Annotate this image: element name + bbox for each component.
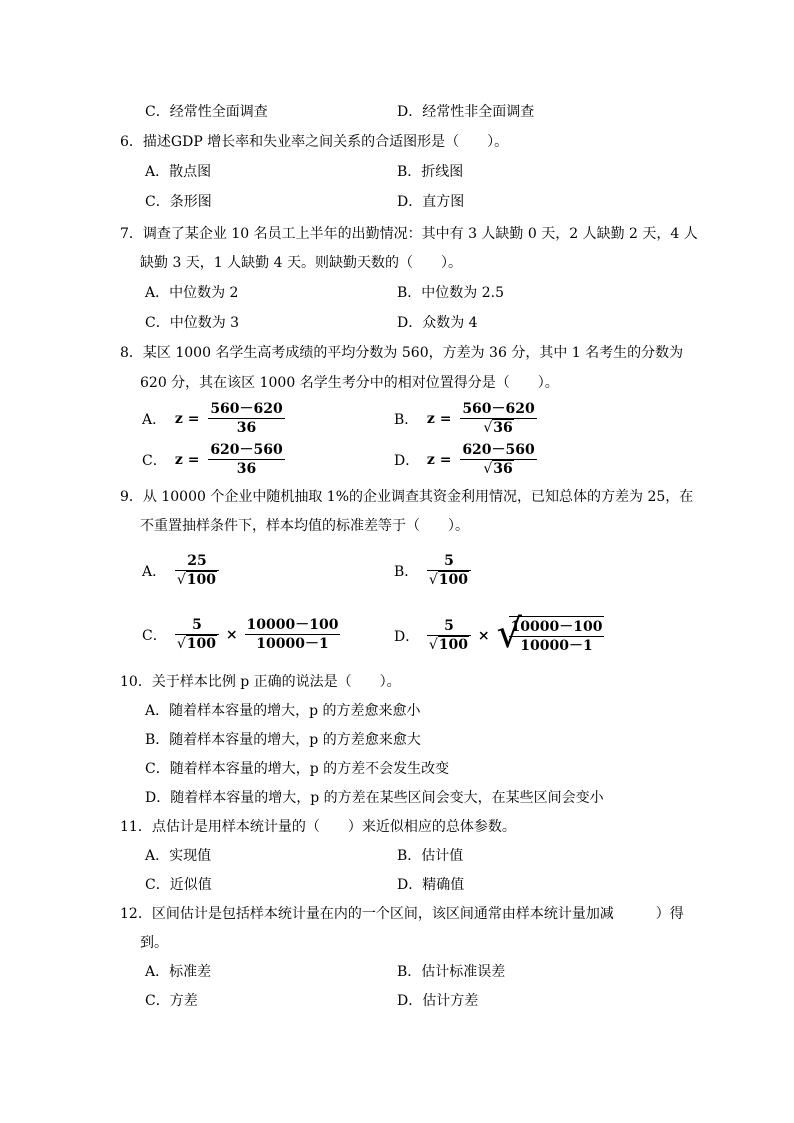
q12-stem-line2: 到。 [140,935,168,951]
q10-stem: 10．关于样本比例 p 正确的说法是（ ）。 [120,674,401,690]
q12-option-b: B．估计标准误差 [397,964,506,980]
fraction: $\frac{5}{√100}$ [427,617,471,654]
q9-option-a: A． $\frac{25}{√100}$ [142,552,219,589]
q9-stem-line2: 不重置抽样条件下，样本均值的标准差等于（ ）。 [140,518,469,534]
q8-option-d: D． z = $\frac{620-560}{√36}$ [394,442,535,477]
radical-sign: √ [496,611,523,657]
radical-sign: √ [428,572,438,588]
radical-sign: √ [428,637,438,653]
fraction: $\frac{620-560}{√36}$ [462,442,535,477]
fraction: $\frac{620-560}{36}$ [210,442,283,477]
q9-option-d: D． $\frac{5}{√100}$ × √ $\frac{10000-100}{10000-1}$ [394,611,603,657]
q11-stem: 11．点估计是用样本统计量的（ ）来近似相应的总体参数。 [120,819,516,835]
radical-sign: √ [176,572,186,588]
q7-stem-line2: 缺勤 3 天，1 人缺勤 4 天。则缺勤天数的（ ）。 [140,255,462,271]
radical-sign: √ [483,420,493,436]
fraction: $\frac{560-620}{√36}$ [462,401,535,436]
q10-option-c: C．随着样本容量的增大，p 的方差不会发生改变 [145,761,450,777]
q8-option-b: B． z = $\frac{560-620}{√36}$ [394,401,535,436]
q10-option-d: D．随着样本容量的增大，p 的方差在某些区间会变大，在某些区间会变小 [145,790,604,806]
times-sign: × [477,627,490,644]
q12-option-d: D．估计方差 [397,993,479,1009]
q9-stem-line1: 9．从 10000 个企业中随机抽取 1%的企业调查其资金利用情况，已知总体的方差为 25，在 [120,489,694,505]
q11-option-d: D．精确值 [397,877,465,893]
fraction: $\frac{5}{√100}$ [427,552,471,589]
q5-option-c: C．经常性全面调查 [145,104,268,120]
q7-option-b: B．中位数为 2.5 [397,285,505,301]
z-symbol: z = [426,410,452,427]
fraction: $\frac{25}{√100}$ [175,552,219,589]
fraction: $\frac{10000-100}{10000-1}$ [246,617,339,652]
q8-stem-line1: 8．某区 1000 名学生高考成绩的平均分数为 560，方差为 36 分，其中 1 名考生的分数为 [120,345,684,361]
radical-sign: √ [483,461,493,477]
q5-option-d: D．经常性非全面调查 [397,104,535,120]
z-symbol: z = [174,410,200,427]
z-symbol: z = [426,451,452,468]
z-symbol: z = [174,451,200,468]
radical-sign: √ [176,636,186,652]
q8-stem-line2: 620 分，其在该区 1000 名学生考分中的相对位置得分是（ ）。 [140,375,559,391]
q6-option-c: C．条形图 [145,194,212,210]
times-sign: × [225,626,238,643]
q8-option-c: C． z = $\frac{620-560}{36}$ [142,442,283,477]
q12-stem-line1: 12．区间估计是包括样本统计量在内的一个区间，该区间通常由样本统计量加减 ）得 [120,906,684,922]
q12-option-a: A．标准差 [145,964,212,980]
q6-option-d: D．直方图 [397,194,465,210]
q6-option-a: A．散点图 [145,164,212,180]
q11-option-c: C．近似值 [145,877,212,893]
q11-option-a: A．实现值 [145,848,212,864]
q6-option-b: B．折线图 [397,164,464,180]
q9-option-c: C． $\frac{5}{√100}$ × $\frac{10000-100}{10000-1}$ [142,617,339,652]
q7-option-a: A．中位数为 2 [145,285,239,301]
q10-option-a: A．随着样本容量的增大，p 的方差愈来愈小 [145,703,421,719]
q12-option-c: C．方差 [145,993,198,1009]
q9-option-b: B． $\frac{5}{√100}$ [394,552,471,589]
q7-stem-line1: 7．调查了某企业 10 名员工上半年的出勤情况：其中有 3 人缺勤 0 天，2 人缺勤 2 天，4 人 [120,226,698,242]
q8-option-a: A． z = $\frac{560-620}{36}$ [142,401,283,436]
q11-option-b: B．估计值 [397,848,464,864]
q7-option-c: C．中位数为 3 [145,315,240,331]
q7-option-d: D．众数为 4 [397,315,478,331]
q10-option-b: B．随着样本容量的增大，p 的方差愈来愈大 [145,732,421,748]
q6-stem: 6．描述GDP 增长率和失业率之间关系的合适图形是（ ）。 [120,134,509,150]
fraction: $\frac{5}{√100}$ [175,616,219,653]
fraction: $\frac{10000-100}{10000-1}$ [510,619,603,654]
fraction: $\frac{560-620}{36}$ [210,401,283,436]
